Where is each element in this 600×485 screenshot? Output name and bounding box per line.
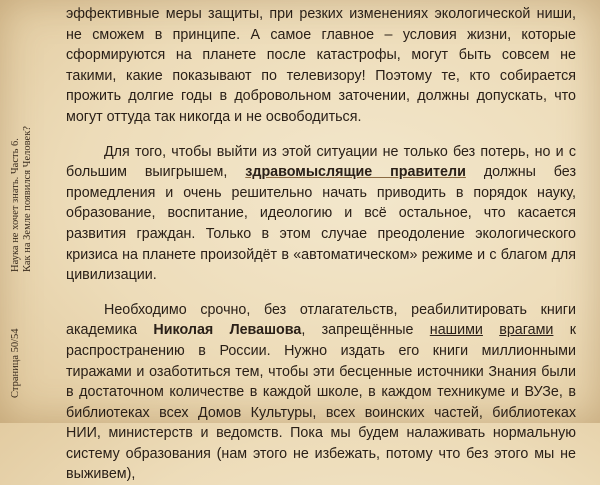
paragraph-2 bbox=[66, 142, 576, 286]
author-name: Николая Левашова bbox=[153, 322, 302, 339]
page-number: Страница 50/54 bbox=[10, 328, 21, 398]
underlined-word-enemies: врагами bbox=[499, 322, 554, 339]
paragraph-3 bbox=[66, 300, 576, 485]
paragraph-1: эффективные меры защиты, при резких изменениях экологической ниши, не сможем в принципе. А самое главное – условия жизни, которые сформируются на планете после катастрофы, могут быть совсем не такими, какие показывают по телевизору! Поэтому те, кто собирается прожить долгие годы в добровольном заточении, должны допускать, что могут оттуда так никогда и не освободиться. bbox=[66, 6, 576, 125]
book-title-line2: Как на Земле появился Человек? bbox=[22, 126, 33, 272]
side-caption bbox=[6, 0, 50, 423]
paragraph-3-text-c: к распространению в России. Нужно издать его книги миллионными тиражами и озаботиться тем, чтобы эти бесценные источники Знания были в достаточном количестве в каждой школе, в каждом техникуме и ВУЗе, в библиотеках всех Домов Культуры, всех воинских частей, библиотеках НИИ, министерств и ведомств. Пока мы будем налаживать нормальную систему образования (нам этого не избежать, потому что без этого мы не выживем), bbox=[66, 322, 576, 483]
underlined-word-our: нашими bbox=[429, 322, 483, 339]
paragraph-2-text-b: должны без промедления и очень решительно начать приводить в порядок науку, образование, воспитание, идеологию и всё остальное, что касается развития граждан. Только в этом случае преодоление экологического кризиса на планете произойдёт в «автоматическом» режиме и с благом для цивилизации. bbox=[66, 164, 577, 284]
paragraph-2-text-a: Для того, чтобы выйти из этой ситуации не только без потерь, но и с большим выигрышем, bbox=[66, 143, 576, 181]
book-title-line1: Наука не хочет знать. Часть 6. bbox=[10, 138, 21, 272]
paragraph-3-text-a: Необходимо срочно, без отлагательств, реабилитировать книги академика bbox=[66, 301, 576, 339]
document-body bbox=[66, 4, 576, 485]
paragraph-3-text-b: , запрещённые bbox=[301, 322, 414, 339]
highlight-sane-rulers: здравомыслящие правители bbox=[245, 164, 466, 181]
